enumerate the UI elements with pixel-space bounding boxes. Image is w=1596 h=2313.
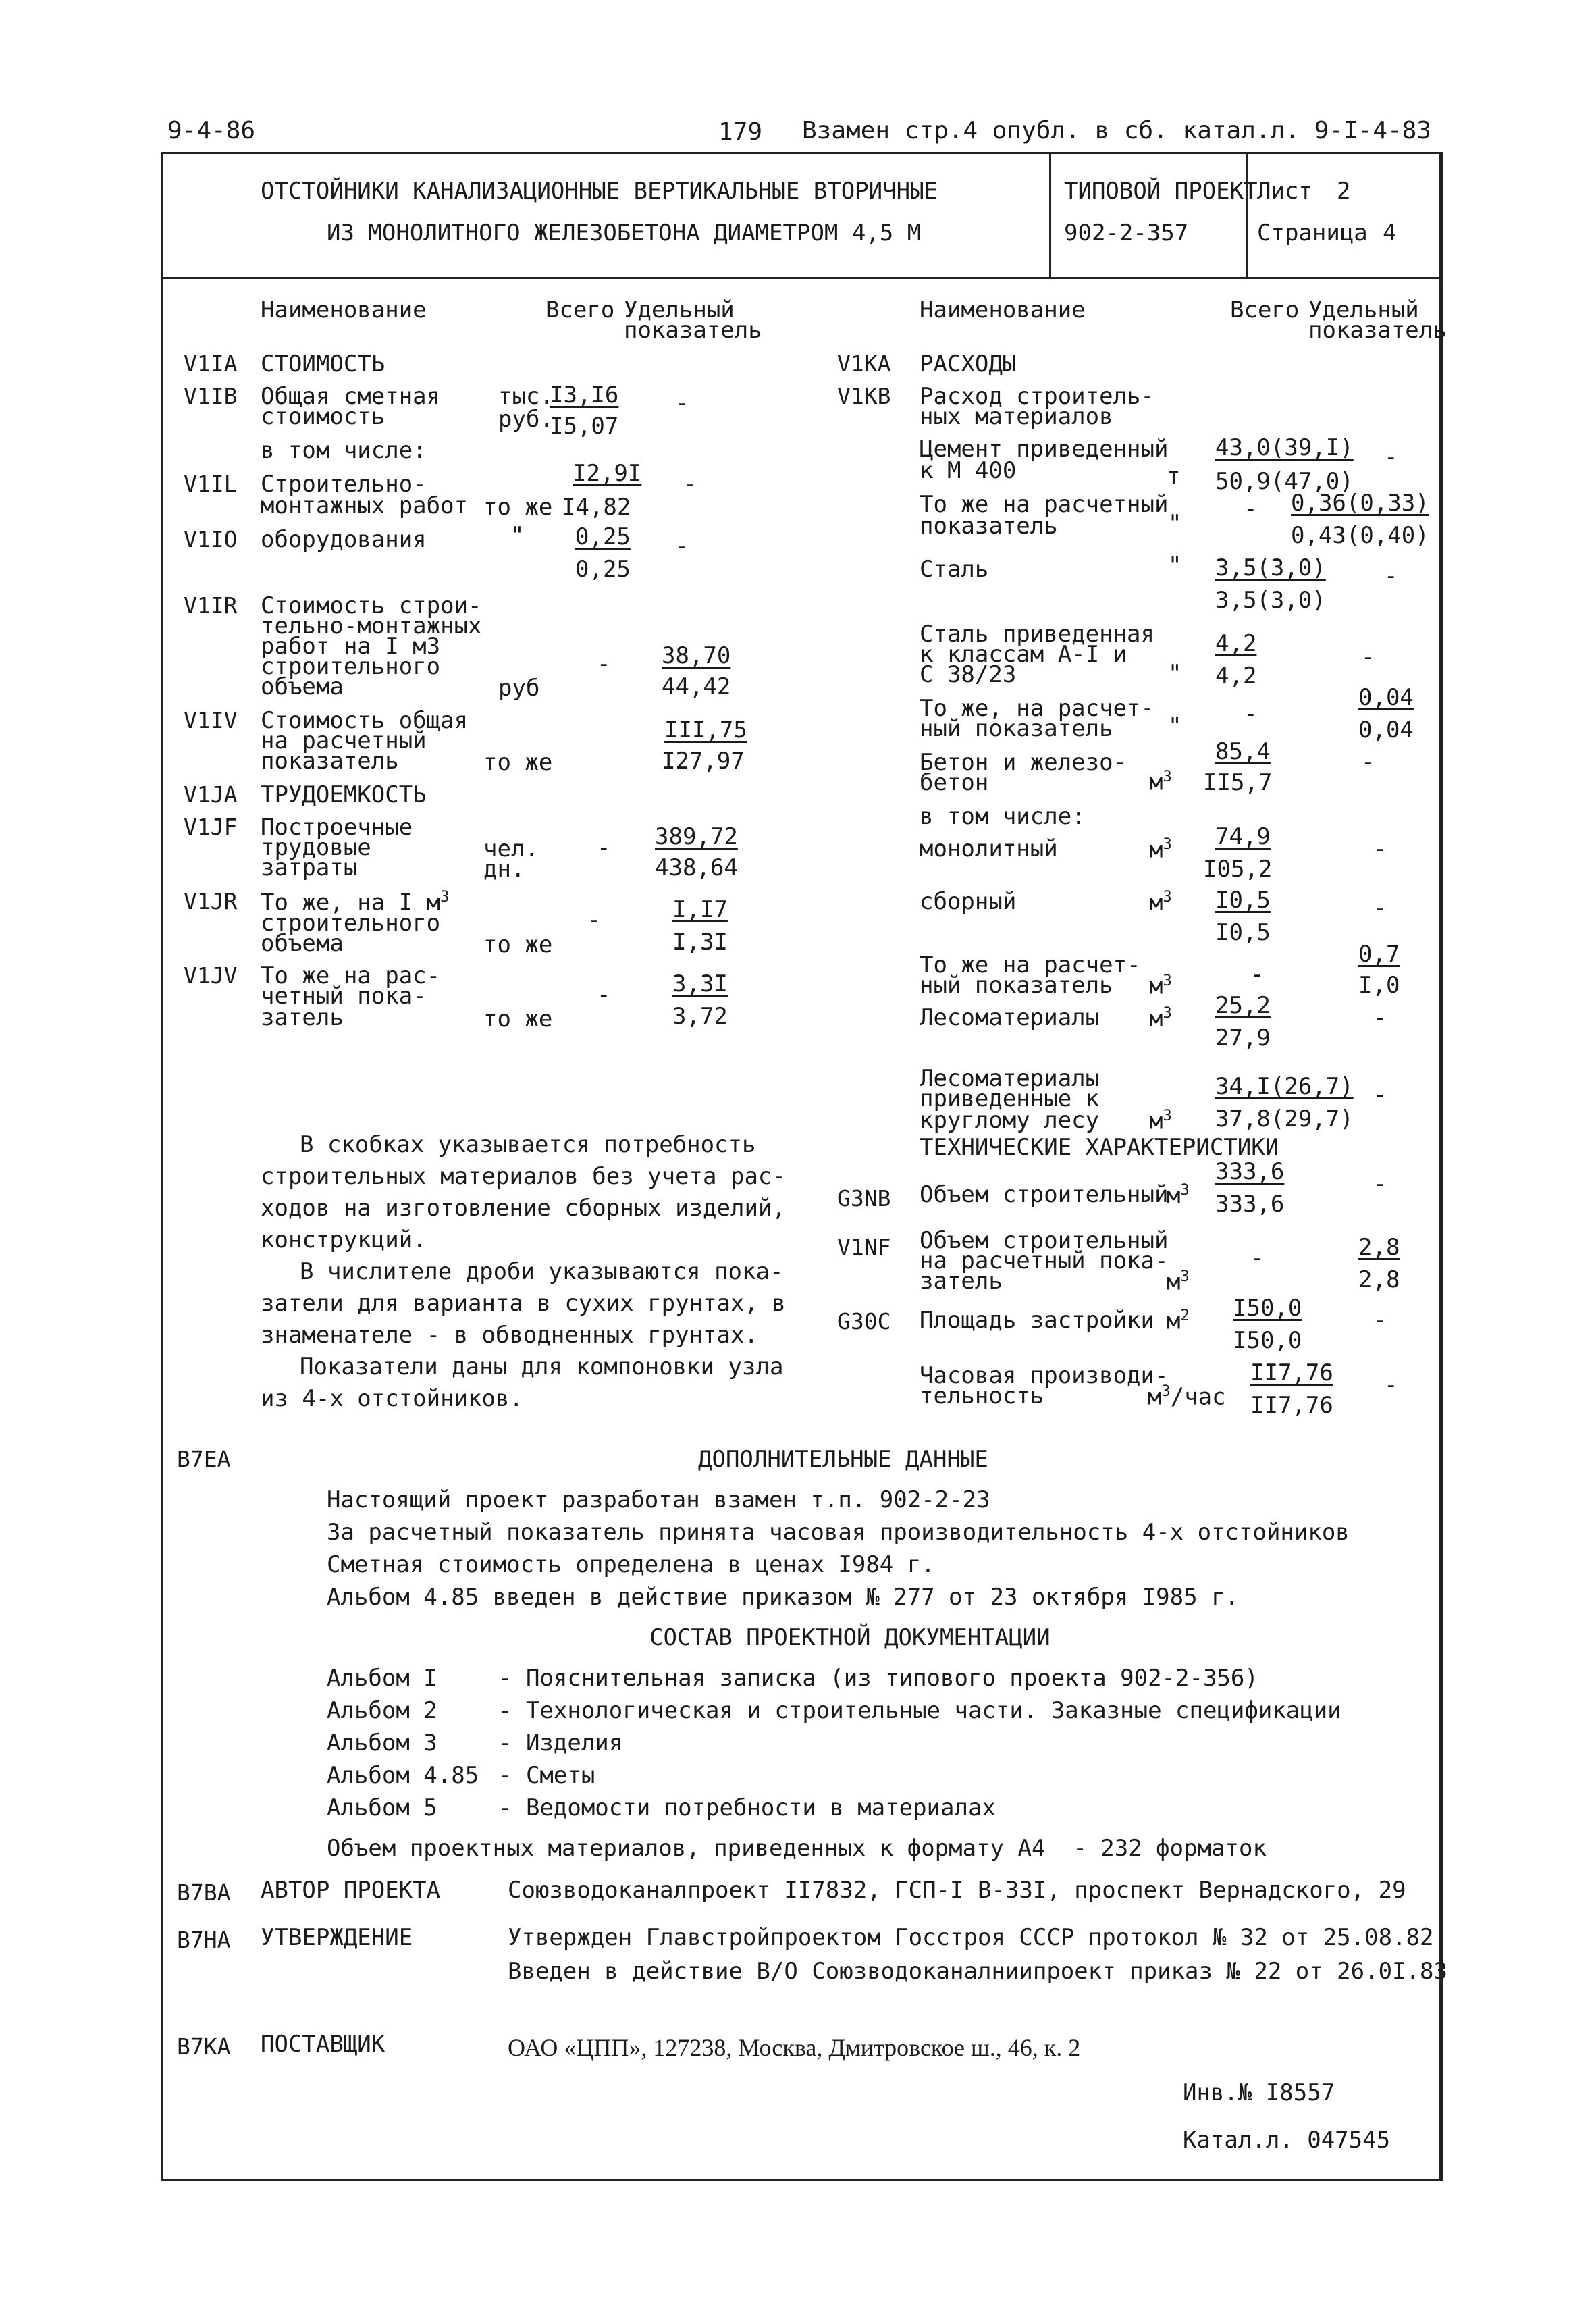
labor-per-indicator-numerator: 3,3I [672, 970, 728, 997]
timber-reduced-denominator: 37,8(29,7) [1215, 1106, 1354, 1133]
labor-per-m3-numerator: I,I7 [672, 896, 728, 923]
steel-dash: - [1384, 563, 1398, 590]
timber-unit-sup: 3 [1163, 1005, 1172, 1022]
timber-unit-text: м [1149, 1005, 1163, 1033]
materials-name-1: Расход строитель- [920, 383, 1154, 410]
approval-label: УТВЕРЖДЕНИЕ [261, 1924, 413, 1951]
labor-per-m3-unit: то же [483, 931, 553, 958]
note-line-4: конструкций. [261, 1226, 427, 1253]
volume-per-indicator-dash: - [1250, 1245, 1265, 1272]
concrete-per-indicator-denominator: I,0 [1358, 972, 1400, 999]
album-5-name: Альбом 5 [327, 1794, 437, 1821]
timber-dash: - [1373, 1004, 1387, 1031]
unit-cost-code: V1IR [184, 592, 238, 619]
labor-per-indicator-name-2: четный пока- [261, 983, 427, 1010]
concrete-numerator: 85,4 [1215, 738, 1271, 765]
header-title-1: ОТСТОЙНИКИ КАНАЛИЗАЦИОННЫЕ ВЕРТИКАЛЬНЫЕ ВТОРИЧНЫЕ [261, 178, 938, 205]
precast-unit [1149, 890, 1172, 914]
labor-cost-numerator: 389,72 [655, 823, 738, 850]
cement-numerator: 43,0(39,I) [1215, 434, 1354, 461]
unit-cost-name-3: работ на I м3 [261, 633, 441, 660]
album-1-name: Альбом I [327, 1665, 437, 1692]
col-name-left: Наименование [261, 296, 427, 323]
area-dash: - [1373, 1307, 1387, 1334]
labor-per-m3-text: То же, на I м [261, 889, 441, 916]
header-col-divider-2 [1246, 152, 1248, 279]
note-line-2: строительных материалов без учета рас- [261, 1163, 786, 1190]
labor-per-indicator-name-3: затель [261, 1004, 344, 1031]
labor-title: ТРУДОЕМКОСТЬ [261, 781, 427, 808]
volume-unit-sup: 3 [1180, 1182, 1190, 1199]
album-5-desc: - Ведомости потребности в материалах [498, 1794, 996, 1821]
approval-line-2: Введен в действие В/О Союзводоканалниипроект приказ № 22 от 26.0I.83 [508, 1958, 1447, 1985]
labor-per-m3-name-3: объема [261, 930, 344, 957]
album-4-name: Альбом 4.85 [327, 1762, 479, 1789]
cement-name-1: Цемент приведенный [920, 436, 1169, 463]
document-code: 9-4-86 [167, 117, 256, 145]
concrete-unit-text: м [1149, 769, 1163, 796]
cement-per-indicator-numerator: 0,36(0,33) [1291, 490, 1429, 517]
equipment-code: V1IO [184, 526, 238, 552]
equipment-numerator: 0,25 [575, 523, 631, 550]
album-2-name: Альбом 2 [327, 1697, 437, 1724]
album-4-desc: - Сметы [498, 1762, 595, 1789]
album-3-desc: - Изделия [498, 1730, 623, 1757]
total-per-indicator-code: V1IV [184, 707, 238, 733]
capacity-unit-text: м [1148, 1383, 1162, 1411]
concrete-per-indicator-name-2: ный показатель [920, 972, 1113, 999]
album-1-desc: - Пояснительная записка (из типового проекта 902-2-356) [498, 1665, 1258, 1692]
labor-cost-name-3: затраты [261, 854, 358, 881]
construction-denominator: I4,82 [562, 494, 631, 521]
project-label: ТИПОВОЙ ПРОЕКТ [1064, 178, 1258, 205]
additional-line-2: За расчетный показатель принята часовая производительность 4-х отстойников [327, 1519, 1350, 1546]
total-per-indicator-name-3: показатель [261, 748, 399, 775]
concrete-per-indicator-numerator: 0,7 [1358, 941, 1400, 968]
area-name: Площадь застройки [920, 1307, 1154, 1334]
construction-numerator: I2,9I [573, 460, 642, 487]
capacity-denominator: II7,76 [1250, 1392, 1333, 1419]
note-line-5: В числителе дроби указываются пока- [300, 1258, 784, 1285]
capacity-unit-suffix: /час [1170, 1383, 1226, 1411]
expenses-code: V1KA [837, 350, 891, 377]
composition-title: СОСТАВ ПРОЕКТНОЙ ДОКУМЕНТАЦИИ [649, 1624, 1050, 1651]
volume-unit [1167, 1182, 1190, 1210]
monolithic-unit-sup: 3 [1163, 836, 1172, 853]
labor-cost-name-1: Построечные [261, 814, 413, 841]
labor-code: V1JA [184, 781, 238, 808]
precast-unit-sup: 3 [1163, 889, 1172, 906]
col-specific1-left: Удельный [624, 296, 735, 323]
labor-per-m3-denominator: I,3I [672, 929, 728, 956]
approval-code: B7HA [177, 1927, 231, 1953]
author-label: АВТОР ПРОЕКТА [261, 1877, 441, 1904]
total-per-indicator-name-2: на расчетный [261, 727, 427, 754]
labor-per-indicator-unit: то же [483, 1006, 553, 1033]
album-3-name: Альбом 3 [327, 1730, 437, 1757]
volume-per-indicator-unit [1167, 1268, 1190, 1296]
cement-per-indicator-name-2: показатель [920, 513, 1058, 540]
labor-per-indicator-dash: - [597, 981, 611, 1008]
author-code: B7BA [177, 1879, 231, 1906]
timber-reduced-numerator: 34,I(26,7) [1215, 1073, 1354, 1100]
capacity-unit [1148, 1383, 1226, 1411]
labor-per-indicator-name-1: То же на рас- [261, 962, 441, 989]
cost-code: V1IA [184, 350, 238, 377]
total-per-indicator-numerator: III,75 [664, 717, 747, 744]
construction-name-2: монтажных работ [261, 492, 469, 519]
header-col-divider-1 [1049, 152, 1051, 279]
steel-per-indicator-dash: - [1244, 700, 1258, 727]
concrete-denominator: II5,7 [1203, 769, 1273, 796]
labor-per-m3-dash: - [587, 907, 602, 934]
labor-cost-denominator: 438,64 [655, 854, 738, 881]
cement-dash: - [1384, 444, 1398, 471]
steel-unit: " [1168, 552, 1182, 579]
cement-per-indicator-unit: " [1168, 510, 1182, 537]
capacity-unit-sup: 3 [1161, 1383, 1171, 1400]
cement-per-indicator-denominator: 0,43(0,40) [1291, 522, 1429, 549]
concrete-per-indicator-dash: - [1250, 961, 1265, 988]
timber-denominator: 27,9 [1215, 1024, 1271, 1051]
concrete-unit-sup: 3 [1163, 769, 1172, 785]
note-line-1: В скобках указывается потребность [300, 1131, 756, 1158]
timber-name: Лесоматериалы [920, 1004, 1100, 1031]
unit-cost-numerator: 38,70 [662, 642, 731, 669]
timber-reduced-name-1: Лесоматериалы [920, 1065, 1100, 1092]
concrete-per-indicator-name-1: То же на расчет- [920, 952, 1141, 979]
timber-reduced-dash: - [1373, 1081, 1387, 1108]
supplier-text: ОАО «ЦПП», 127238, Москва, Дмитровское ш., 46, к. 2 [508, 2034, 1081, 2061]
steel-per-indicator-numerator: 0,04 [1358, 684, 1414, 711]
steel-reduced-name-2: к классам А-I и [920, 641, 1127, 668]
additional-title: ДОПОЛНИТЕЛЬНЫЕ ДАННЫЕ [698, 1446, 988, 1473]
volume-unit-text: м [1167, 1182, 1181, 1210]
author-text: Союзводоканалпроект II7832, ГСП-I В-33I, проспект Вернадского, 29 [508, 1877, 1406, 1904]
incl-left: в том числе: [261, 437, 427, 464]
steel-reduced-name-3: С 38/23 [920, 661, 1017, 688]
unit-cost-name-2: тельно-монтажных [261, 613, 482, 640]
page-value: 4 [1383, 219, 1397, 246]
steel-reduced-denominator: 4,2 [1215, 662, 1257, 690]
volume-per-indicator-code: V1NF [837, 1234, 891, 1260]
album-2-desc: - Технологическая и строительные части. Заказные спецификации [498, 1697, 1341, 1724]
timber-reduced-name-3: круглому лесу [920, 1107, 1100, 1134]
labor-per-m3-name-2: строительного [261, 910, 441, 937]
timber-reduced-name-2: приведенные к [920, 1085, 1100, 1112]
materials-code: V1KB [837, 383, 891, 409]
steel-reduced-dash: - [1361, 644, 1375, 671]
timber-reduced-unit-sup: 3 [1163, 1108, 1172, 1124]
steel-per-indicator-name-2: ный показатель [920, 715, 1113, 742]
area-denominator: I50,0 [1233, 1327, 1302, 1354]
note-line-6: затели для варианта в сухих грунтах, в [261, 1290, 786, 1317]
steel-reduced-name-1: Сталь приведенная [920, 621, 1154, 648]
total-per-indicator-unit: то же [483, 749, 553, 776]
tech-title: ТЕХНИЧЕСКИЕ ХАРАКТЕРИСТИКИ [920, 1134, 1279, 1161]
unit-cost-dash: - [597, 650, 611, 677]
unit-cost-unit: руб [498, 675, 540, 702]
composition-volume: Объем проектных материалов, приведенных к формату А4 - 232 форматок [327, 1835, 1267, 1862]
additional-line-3: Сметная стоимость определена в ценах I984 г. [327, 1551, 935, 1578]
precast-denominator: I0,5 [1215, 919, 1271, 946]
labor-per-m3-code: V1JR [184, 888, 238, 914]
area-unit-sup: 2 [1180, 1307, 1190, 1324]
cement-denominator: 50,9(47,0) [1215, 468, 1354, 495]
labor-cost-code: V1JF [184, 814, 238, 840]
catalog-number: Катал.л. 047545 [1183, 2127, 1391, 2154]
volume-name: Объем строительный [920, 1181, 1169, 1208]
timber-numerator: 25,2 [1215, 992, 1271, 1019]
concrete-name-2: бетон [920, 769, 989, 796]
total-cost-unit-1: тыс. [498, 383, 554, 410]
labor-per-m3-sup: 3 [440, 889, 450, 906]
volume-per-indicator-name-1: Объем строительный [920, 1227, 1169, 1254]
header-divider [161, 277, 1443, 279]
unit-cost-name-5: объема [261, 673, 344, 700]
note-line-7: знаменателе - в обводненных грунтах. [261, 1322, 758, 1349]
steel-reduced-unit: " [1168, 660, 1182, 687]
equipment-dash: - [675, 533, 689, 560]
volume-dash: - [1373, 1170, 1387, 1197]
cost-title: СТОИМОСТЬ [261, 350, 385, 378]
total-cost-dash: - [675, 390, 689, 417]
sheet-label: Лист [1257, 178, 1312, 205]
volume-per-indicator-unit-text: м [1167, 1268, 1181, 1296]
construction-unit: то же [483, 494, 553, 521]
concrete-name-1: Бетон и железо- [920, 749, 1127, 776]
concrete-unit [1149, 770, 1172, 794]
area-code: G30C [837, 1308, 891, 1334]
cement-per-indicator-name-1: То же на расчетный [920, 491, 1169, 518]
col-specific1-right: Удельный [1308, 296, 1419, 323]
volume-denominator: 333,6 [1215, 1191, 1285, 1218]
unit-cost-denominator: 44,42 [662, 673, 731, 700]
capacity-name-2: тельность [920, 1382, 1044, 1409]
page-number: 179 [718, 118, 763, 146]
area-unit [1167, 1307, 1190, 1335]
total-per-indicator-name-1: Стоимость общая [261, 707, 469, 734]
labor-cost-name-2: трудовые [261, 834, 371, 861]
equipment-unit: " [510, 522, 525, 549]
timber-reduced-unit [1149, 1109, 1172, 1133]
expenses-title: РАСХОДЫ [920, 350, 1017, 378]
timber-unit [1149, 1005, 1172, 1033]
incl-right: в том числе: [920, 803, 1086, 830]
monolithic-unit [1149, 836, 1172, 864]
volume-per-indicator-name-3: затель [920, 1268, 1003, 1295]
supplier-code: B7KA [177, 2033, 231, 2060]
labor-cost-unit-1: чел. [483, 835, 539, 862]
approval-line-1: Утвержден Главстройпроектом Госстроя СССР протокол № 32 от 25.08.82 [508, 1924, 1434, 1951]
total-cost-name-1: Общая сметная [261, 383, 441, 410]
total-cost-unit-2: руб. [498, 406, 554, 433]
additional-line-1: Настоящий проект разработан взамен т.п. 902-2-23 [327, 1486, 990, 1513]
construction-dash: - [683, 471, 697, 498]
concrete-per-indicator-unit-sup: 3 [1163, 972, 1172, 989]
labor-per-indicator-denominator: 3,72 [672, 1003, 728, 1030]
volume-numerator: 333,6 [1215, 1158, 1285, 1185]
header-title-2: ИЗ МОНОЛИТНОГО ЖЕЛЕЗОБЕТОНА ДИАМЕТРОМ 4,5 М [327, 219, 922, 246]
unit-cost-name-4: строительного [261, 653, 441, 680]
monolithic-unit-text: м [1149, 836, 1163, 864]
monolithic-dash: - [1373, 835, 1387, 862]
total-cost-code: V1IB [184, 383, 238, 409]
total-cost-name-2: стоимость [261, 403, 385, 430]
replaces-note: Взамен стр.4 опубл. в сб. катал.л. 9-I-4-83 [802, 117, 1431, 145]
col-total-right: Всего [1230, 296, 1300, 323]
steel-reduced-numerator: 4,2 [1215, 630, 1257, 657]
total-cost-numerator: I3,I6 [550, 382, 619, 409]
equipment-name: оборудования [261, 526, 427, 553]
steel-per-indicator-name-1: То же, на расчет- [920, 695, 1154, 722]
volume-per-indicator-name-2: на расчетный пока- [920, 1247, 1169, 1274]
total-per-indicator-denominator: I27,97 [662, 748, 745, 775]
capacity-numerator: II7,76 [1250, 1359, 1333, 1386]
cement-name-2: к М 400 [920, 457, 1017, 484]
steel-per-indicator-denominator: 0,04 [1358, 717, 1414, 744]
construction-name-1: Строительно- [261, 471, 427, 498]
equipment-denominator: 0,25 [575, 556, 631, 583]
volume-per-indicator-numerator: 2,8 [1358, 1234, 1400, 1261]
total-cost-denominator: I5,07 [550, 413, 619, 440]
volume-code: G3NB [837, 1185, 891, 1212]
note-line-9: из 4-х отстойников. [261, 1385, 523, 1412]
construction-code: V1IL [184, 471, 238, 497]
capacity-dash: - [1384, 1372, 1398, 1399]
precast-name: сборный [920, 888, 1017, 915]
capacity-name-1: Часовая производи- [920, 1362, 1169, 1389]
col-name-right: Наименование [920, 296, 1086, 323]
project-number: 902-2-357 [1064, 219, 1189, 246]
volume-per-indicator-unit-sup: 3 [1180, 1268, 1190, 1285]
steel-numerator: 3,5(3,0) [1215, 554, 1326, 581]
steel-denominator: 3,5(3,0) [1215, 587, 1326, 614]
monolithic-numerator: 74,9 [1215, 823, 1271, 850]
col-total-left: Всего [546, 296, 615, 323]
precast-unit-text: м [1149, 889, 1163, 916]
concrete-per-indicator-unit-text: м [1149, 972, 1163, 1000]
note-line-3: ходов на изготовление сборных изделий, [261, 1195, 786, 1222]
cement-unit: т [1167, 463, 1181, 490]
labor-cost-dash: - [597, 834, 611, 861]
col-specific2-left: показатель [624, 317, 762, 344]
timber-reduced-unit-text: м [1149, 1108, 1163, 1135]
steel-per-indicator-unit: " [1168, 712, 1182, 739]
concrete-dash: - [1361, 749, 1375, 776]
additional-line-4: Альбом 4.85 введен в действие приказом № 277 от 23 октября I985 г. [327, 1584, 1240, 1611]
volume-per-indicator-denominator: 2,8 [1358, 1266, 1400, 1293]
materials-name-2: ных материалов [920, 403, 1113, 430]
concrete-per-indicator-unit [1149, 972, 1172, 1000]
steel-name: Сталь [920, 556, 989, 583]
labor-per-indicator-code: V1JV [184, 962, 238, 989]
area-unit-text: м [1167, 1307, 1181, 1335]
note-line-8: Показатели даны для компоновки узла [300, 1353, 784, 1380]
labor-cost-unit-2: дн. [483, 856, 525, 883]
monolithic-denominator: I05,2 [1203, 856, 1273, 883]
frame-shadow [1439, 152, 1443, 2181]
sheet-value: 2 [1337, 178, 1351, 205]
page-label: Страница [1257, 219, 1368, 246]
cement-per-indicator-dash: - [1244, 495, 1258, 522]
precast-dash: - [1373, 895, 1387, 922]
area-numerator: I50,0 [1233, 1295, 1302, 1322]
unit-cost-name-1: Стоимость строи- [261, 592, 482, 619]
inventory-number: Инв.№ I8557 [1183, 2079, 1335, 2106]
monolithic-name: монолитный [920, 835, 1058, 862]
col-specific2-right: показатель [1308, 317, 1447, 344]
precast-numerator: I0,5 [1215, 887, 1271, 914]
supplier-label: ПОСТАВЩИК [261, 2031, 385, 2058]
additional-code: B7EA [177, 1446, 231, 1472]
